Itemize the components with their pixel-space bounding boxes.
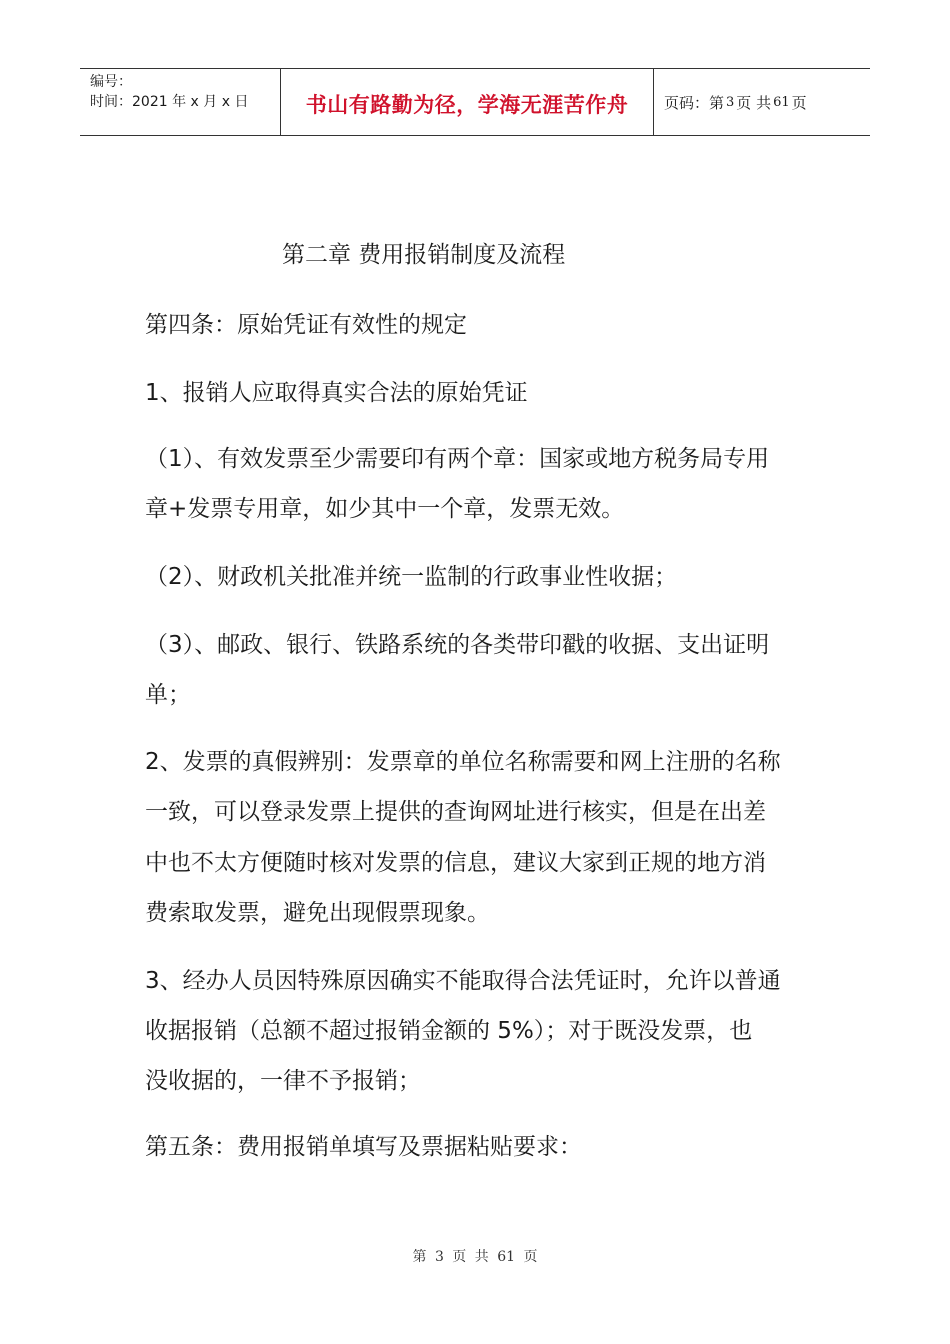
paragraph-line: 收据报销（总额不超过报销金额的 5%）；对于既没发票，也 (145, 1018, 753, 1044)
paragraph-line: 没收据的，一律不予报销； (145, 1068, 421, 1094)
motto-text: 书山有路勤为径，学海无涯苦作舟 (305, 93, 629, 117)
paragraph-line: 1、报销人应取得真实合法的原始凭证 (145, 380, 528, 406)
paragraph-line: 一致，可以登录发票上提供的查询网址进行核实，但是在出差 (145, 799, 766, 825)
paragraph-line: 3、经办人员因特殊原因确实不能取得合法凭证时，允许以普通 (145, 968, 781, 994)
chapter-title: 第二章 费用报销制度及流程 (282, 242, 566, 268)
paragraph-line: 单； (145, 682, 191, 708)
date-label: 时间：2021 年 x 月 x 日 (90, 94, 249, 110)
page-suffix: 页 (791, 93, 807, 112)
paragraph-line: 2、发票的真假辨别：发票章的单位名称需要和网上注册的名称 (145, 749, 781, 775)
page-mid: 页 共 (736, 93, 772, 112)
paragraph-line: 章+发票专用章，如少其中一个章，发票无效。 (145, 496, 625, 522)
paragraph-line: （2）、财政机关批准并统一监制的行政事业性收据； (145, 564, 678, 590)
page-header (80, 68, 870, 136)
header-motto-cell (281, 69, 654, 135)
paragraph-line: （1）、有效发票至少需要印有两个章：国家或地方税务局专用 (145, 446, 770, 472)
header-page-cell (654, 69, 870, 135)
article-5-heading: 第五条：费用报销单填写及票据粘贴要求： (145, 1134, 582, 1160)
page-footer: 第 3 页 共 61 页 (412, 1249, 538, 1265)
page-current: 3 (726, 94, 735, 110)
header-meta-cell (80, 69, 281, 135)
page-total: 61 (773, 94, 790, 110)
serial-number-label: 编号： (90, 74, 132, 90)
paragraph-line: （3）、邮政、银行、铁路系统的各类带印戳的收据、支出证明 (145, 632, 770, 658)
paragraph-line: 中也不太方便随时核对发票的信息，建议大家到正规的地方消 (145, 850, 766, 876)
paragraph-line: 费索取发票，避免出现假票现象。 (145, 900, 490, 926)
page-prefix: 页码：第 (664, 93, 725, 112)
article-4-heading: 第四条：原始凭证有效性的规定 (145, 312, 467, 338)
